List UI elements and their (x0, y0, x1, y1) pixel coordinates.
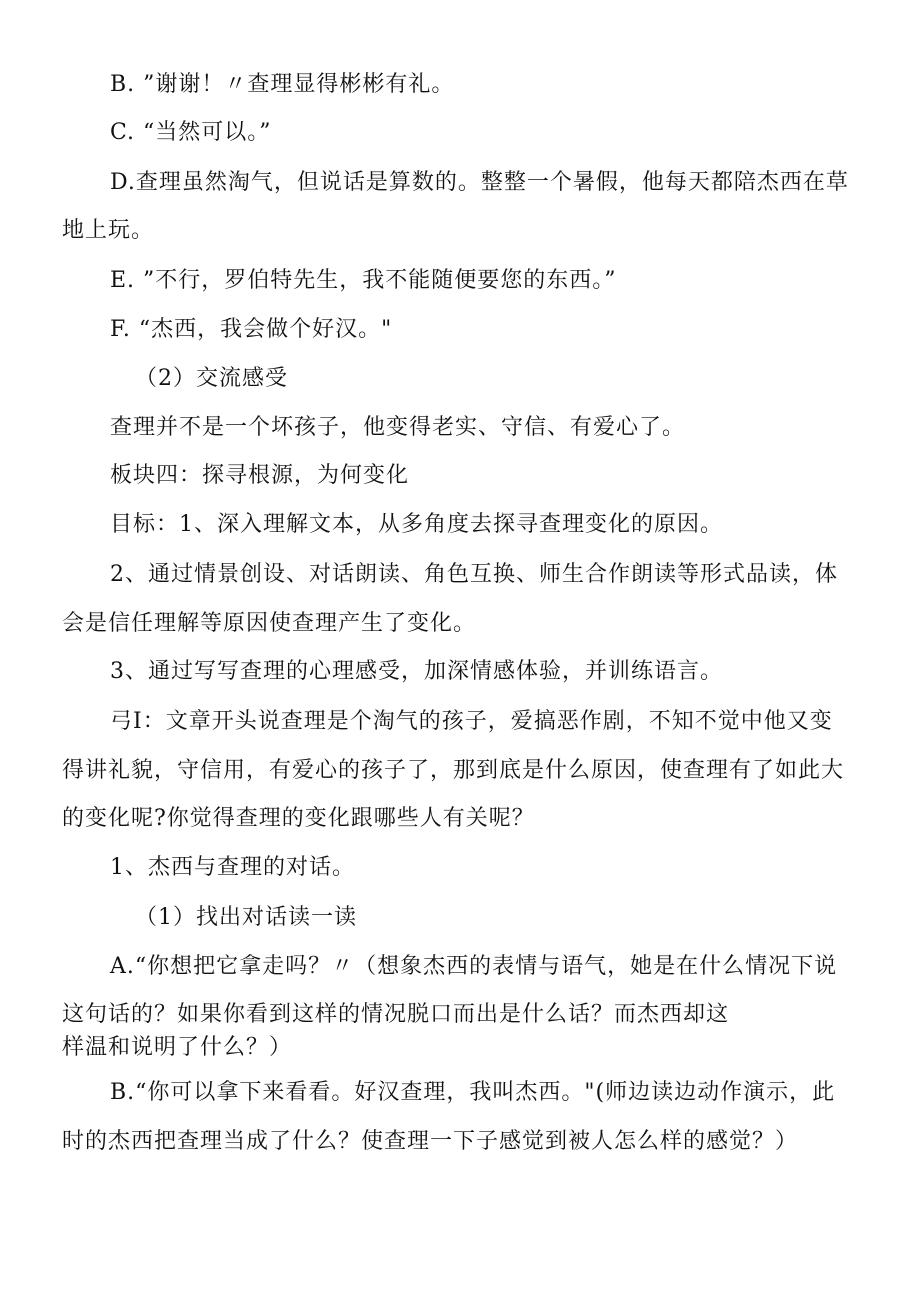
text-line-intro-continued-1: 得讲礼貌，守信用，有爱心的孩子了，那到底是什么原因，使查理有了如此大 (62, 758, 845, 783)
text-line-b-thanks: B. ”谢谢！〃查理显得彬彬有礼。 (110, 72, 455, 97)
text-line-a-continued-2: 样温和说明了什么？） (62, 1035, 293, 1060)
text-line-a-take-it: A.“你想把它拿走吗？〃（想象杰西的表情与语气，她是在什么情况下说 (110, 954, 838, 979)
text-line-b-take-look: B.“你可以拿下来看看。好汉查理，我叫杰西。"(师边读边动作演示，此 (110, 1080, 836, 1105)
text-line-exchange-feelings: （2）交流感受 (135, 366, 288, 391)
text-line-goal-2-continued: 会是信任理解等原因使查理产生了变化。 (62, 611, 477, 636)
text-line-goal-2: 2、通过情景创设、对话朗读、角色互换、师生合作朗读等形式品读，体 (110, 562, 838, 587)
text-line-f-good-man: F. “杰西，我会做个好汉。" (110, 317, 393, 342)
section-heading-block-four: 板块四：探寻根源，为何变化 (110, 463, 410, 488)
text-line-d-charlie-keeps-word: D.查理虽然淘气，但说话是算数的。整整一个暑假，他每天都陪杰西在草 (110, 170, 849, 195)
text-line-goal-3: 3、通过写写查理的心理感受，加深情感体验，并训练语言。 (110, 659, 723, 684)
text-line-goal-1: 目标：1、深入理解文本，从多角度去探寻查理变化的原因。 (110, 512, 723, 537)
text-line-intro-continued-2: 的变化呢?你觉得查理的变化跟哪些人有关呢？ (62, 806, 535, 831)
text-line-e-refusal: E. ”不行，罗伯特先生，我不能随便要您的东西。” (110, 268, 617, 293)
text-line-charlie-not-bad: 查理并不是一个坏孩子，他变得老实、守信、有爱心了。 (110, 415, 686, 440)
text-line-find-dialogue: （1）找出对话读一读 (135, 905, 357, 930)
text-line-a-continued-1: 这句话的？如果你看到这样的情况脱口而出是什么话？而杰西却这 (62, 1002, 730, 1027)
text-line-d-continued: 地上玩。 (62, 218, 155, 243)
text-line-intro: 弓I：文章开头说查理是个淘气的孩子，爱搞恶作剧，不知不觉中他又变 (110, 709, 833, 734)
text-line-dialogue-heading: 1、杰西与查理的对话。 (110, 855, 355, 880)
text-line-c-of-course: C. “当然可以。” (110, 120, 272, 145)
text-line-b-continued: 时的杰西把查理当成了什么？使查理一下子感觉到被人怎么样的感觉？） (62, 1129, 799, 1154)
